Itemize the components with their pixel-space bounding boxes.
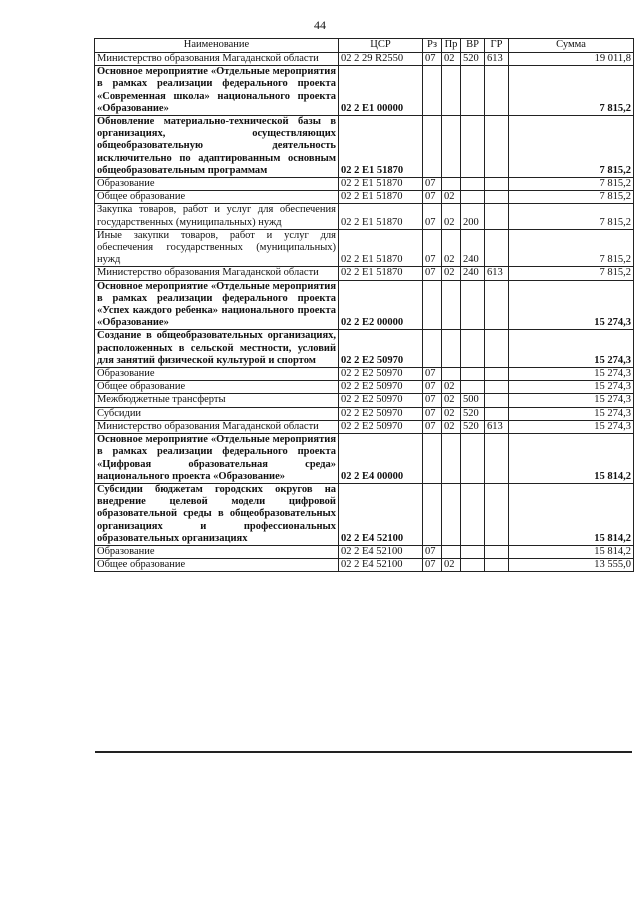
row-csr-cell: 02 2 29 R2550 [339,53,423,66]
table-row [95,116,634,178]
row-sum-cell: 15 814,2 [509,434,634,484]
row-name-cell: Субсидии бюджетам городских округов на внедрение целевой модели цифровой образовательной среды в общеобразовательных организациях и профессиональных образовательных организациях [95,483,339,545]
row-csr-cell: 02 2 E1 51870 [339,178,423,191]
row-sum-cell: 7 815,2 [509,267,634,280]
table-row [95,381,634,394]
row-rz-cell [423,330,442,368]
row-csr-cell: 02 2 E2 50970 [339,394,423,407]
row-sum-cell: 15 274,3 [509,394,634,407]
row-vr-cell [461,434,485,484]
row-rz-cell [423,66,442,116]
row-csr-cell: 02 2 E1 51870 [339,116,423,178]
row-sum-cell: 15 814,2 [509,483,634,545]
row-rz-cell: 07 [423,229,442,267]
row-gr-cell [485,191,509,204]
table-row [95,420,634,433]
row-gr-cell [485,330,509,368]
row-vr-cell: 200 [461,204,485,229]
row-pr-cell: 02 [442,191,461,204]
row-vr-cell [461,368,485,381]
row-vr-cell [461,330,485,368]
row-vr-cell [461,116,485,178]
row-sum-cell: 7 815,2 [509,116,634,178]
row-rz-cell: 07 [423,267,442,280]
row-name-cell: Министерство образования Магаданской области [95,267,339,280]
row-vr-cell: 520 [461,407,485,420]
row-sum-cell: 7 815,2 [509,204,634,229]
table-row [95,280,634,330]
row-sum-cell: 15 274,3 [509,330,634,368]
row-sum-cell: 15 274,3 [509,407,634,420]
table-row [95,204,634,229]
row-gr-cell [485,178,509,191]
row-vr-cell: 240 [461,267,485,280]
row-pr-cell: 02 [442,229,461,267]
row-csr-cell: 02 2 E2 00000 [339,280,423,330]
row-name-cell: Основное мероприятие «Отдельные мероприятия в рамках реализации федерального проекта «Современная школа» национального проекта «Образование» [95,66,339,116]
table-row [95,229,634,267]
column-header-vr: ВР [461,39,485,53]
row-name-cell: Создание в общеобразовательных организациях, расположенных в сельской местности, условий для занятий физической культурой и спортом [95,330,339,368]
table-row [95,66,634,116]
table-row [95,483,634,545]
row-pr-cell [442,368,461,381]
row-pr-cell [442,434,461,484]
row-name-cell: Основное мероприятие «Отдельные мероприятия в рамках реализации федерального проекта «Успех каждого ребенка» национального проекта «Образование» [95,280,339,330]
row-sum-cell: 13 555,0 [509,559,634,572]
row-gr-cell [485,483,509,545]
row-gr-cell: 613 [485,420,509,433]
row-sum-cell: 15 274,3 [509,381,634,394]
row-rz-cell: 07 [423,559,442,572]
row-csr-cell: 02 2 E2 50970 [339,420,423,433]
row-sum-cell: 7 815,2 [509,66,634,116]
row-gr-cell: 613 [485,53,509,66]
table-row [95,191,634,204]
budget-table [94,38,634,572]
row-pr-cell: 02 [442,420,461,433]
row-pr-cell [442,330,461,368]
table-row [95,559,634,572]
row-rz-cell: 07 [423,545,442,558]
table-row [95,178,634,191]
table-row [95,267,634,280]
row-rz-cell: 07 [423,394,442,407]
row-vr-cell [461,545,485,558]
row-name-cell: Межбюджетные трансферты [95,394,339,407]
row-csr-cell: 02 2 E2 50970 [339,381,423,394]
row-sum-cell: 15 274,3 [509,420,634,433]
row-vr-cell [461,280,485,330]
row-csr-cell: 02 2 E2 50970 [339,407,423,420]
row-pr-cell: 02 [442,407,461,420]
row-pr-cell [442,545,461,558]
row-name-cell: Образование [95,545,339,558]
row-pr-cell [442,280,461,330]
table-row [95,434,634,484]
row-name-cell: Общее образование [95,381,339,394]
row-name-cell: Иные закупки товаров, работ и услуг для обеспечения государственных (муниципальных) нужд [95,229,339,267]
row-name-cell: Общее образование [95,191,339,204]
row-csr-cell: 02 2 E2 50970 [339,368,423,381]
row-gr-cell [485,280,509,330]
table-row [95,53,634,66]
row-vr-cell: 240 [461,229,485,267]
row-gr-cell [485,559,509,572]
row-name-cell: Образование [95,178,339,191]
row-pr-cell: 02 [442,381,461,394]
row-sum-cell: 7 815,2 [509,191,634,204]
row-pr-cell: 02 [442,559,461,572]
row-rz-cell: 07 [423,407,442,420]
row-gr-cell [485,368,509,381]
row-name-cell: Основное мероприятие «Отдельные мероприятия в рамках реализации федерального проекта «Цифровая образовательная среда» национального проекта «Образование» [95,434,339,484]
row-vr-cell: 520 [461,53,485,66]
row-rz-cell: 07 [423,381,442,394]
table-row [95,368,634,381]
column-header-csr: ЦСР [339,39,423,53]
row-gr-cell [485,229,509,267]
table-row [95,330,634,368]
row-csr-cell: 02 2 E2 50970 [339,330,423,368]
row-gr-cell [485,116,509,178]
row-pr-cell: 02 [442,204,461,229]
row-csr-cell: 02 2 E1 51870 [339,267,423,280]
row-pr-cell [442,116,461,178]
row-name-cell: Министерство образования Магаданской области [95,420,339,433]
row-gr-cell [485,66,509,116]
row-pr-cell [442,483,461,545]
row-rz-cell [423,434,442,484]
row-vr-cell: 520 [461,420,485,433]
row-csr-cell: 02 2 E4 52100 [339,545,423,558]
row-pr-cell [442,66,461,116]
row-gr-cell [485,204,509,229]
page-number: 44 [314,18,326,32]
column-header-pr: Пр [442,39,461,53]
column-header-gr: ГР [485,39,509,53]
table-row [95,394,634,407]
row-name-cell: Субсидии [95,407,339,420]
row-vr-cell [461,381,485,394]
row-gr-cell [485,545,509,558]
row-csr-cell: 02 2 E4 52100 [339,559,423,572]
row-pr-cell: 02 [442,267,461,280]
column-header-name: Наименование [95,39,339,53]
row-gr-cell [485,381,509,394]
row-sum-cell: 19 011,8 [509,53,634,66]
column-header-sum: Сумма [509,39,634,53]
row-gr-cell [485,407,509,420]
row-name-cell: Образование [95,368,339,381]
row-pr-cell: 02 [442,53,461,66]
table-header-row [95,39,634,53]
row-vr-cell [461,559,485,572]
table-row [95,407,634,420]
row-gr-cell [485,394,509,407]
table-body [95,53,634,572]
row-rz-cell: 07 [423,53,442,66]
row-sum-cell: 15 274,3 [509,368,634,381]
row-name-cell: Закупка товаров, работ и услуг для обеспечения государственных (муниципальных) нужд [95,204,339,229]
row-csr-cell: 02 2 E1 51870 [339,204,423,229]
row-csr-cell: 02 2 E1 51870 [339,191,423,204]
row-vr-cell: 500 [461,394,485,407]
row-name-cell: Обновление материально-технической базы в организациях, осуществляющих общеобразовательную деятельность исключительно по адаптированным основным общеобразовательным программам [95,116,339,178]
row-sum-cell: 7 815,2 [509,229,634,267]
row-rz-cell [423,483,442,545]
bottom-rule [95,751,632,753]
row-pr-cell [442,178,461,191]
row-rz-cell: 07 [423,204,442,229]
row-rz-cell: 07 [423,191,442,204]
table-row [95,545,634,558]
row-gr-cell: 613 [485,267,509,280]
row-csr-cell: 02 2 E1 51870 [339,229,423,267]
row-name-cell: Министерство образования Магаданской области [95,53,339,66]
row-rz-cell: 07 [423,420,442,433]
row-csr-cell: 02 2 E4 00000 [339,434,423,484]
row-rz-cell: 07 [423,178,442,191]
row-name-cell: Общее образование [95,559,339,572]
row-rz-cell [423,280,442,330]
row-csr-cell: 02 2 E4 52100 [339,483,423,545]
row-sum-cell: 15 274,3 [509,280,634,330]
row-sum-cell: 7 815,2 [509,178,634,191]
column-header-rz: Рз [423,39,442,53]
row-vr-cell [461,178,485,191]
row-rz-cell [423,116,442,178]
row-csr-cell: 02 2 E1 00000 [339,66,423,116]
row-rz-cell: 07 [423,368,442,381]
row-vr-cell [461,66,485,116]
row-vr-cell [461,191,485,204]
row-vr-cell [461,483,485,545]
row-pr-cell: 02 [442,394,461,407]
row-gr-cell [485,434,509,484]
row-sum-cell: 15 814,2 [509,545,634,558]
